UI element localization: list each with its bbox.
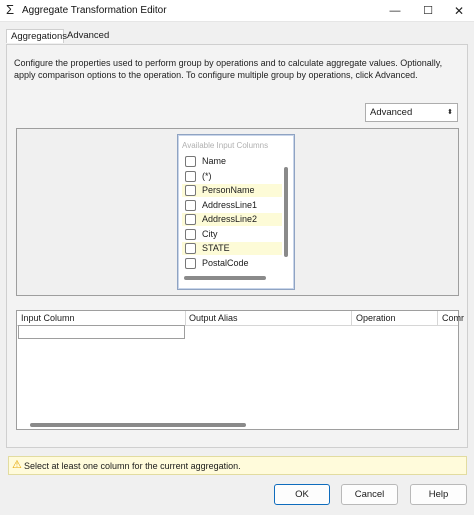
column-label: City [202, 229, 218, 239]
tab-aggregations[interactable]: Aggregations [6, 29, 64, 43]
grid-header-comparison[interactable]: Comr [442, 313, 464, 323]
dropdown-arrow-icon: ⬍ [447, 109, 453, 116]
mode-select-value: Advanced [370, 107, 413, 118]
columns-vertical-scrollbar[interactable] [284, 167, 288, 257]
grid-header-operation[interactable]: Operation [356, 313, 396, 323]
ok-button[interactable]: OK [274, 484, 330, 505]
sigma-icon: Σ [6, 2, 15, 17]
column-item-addressline1[interactable] [182, 199, 282, 212]
message-text: Select at least one column for the current aggregation. [24, 461, 241, 471]
column-checkbox[interactable] [185, 258, 196, 269]
mode-select[interactable] [365, 103, 458, 122]
column-checkbox[interactable] [185, 185, 196, 196]
window-title: Aggregate Transformation Editor [22, 5, 167, 16]
column-item-personname[interactable] [182, 184, 282, 197]
help-button[interactable]: Help [410, 484, 467, 505]
maximize-icon[interactable]: ☐ [423, 5, 433, 17]
grid-horizontal-scrollbar[interactable] [30, 423, 246, 427]
close-icon[interactable]: ✕ [453, 4, 465, 18]
column-checkbox[interactable] [185, 200, 196, 211]
tab-strip [0, 22, 474, 44]
grid-header-output-alias[interactable]: Output Alias [189, 313, 238, 323]
available-columns-header: Available Input Columns [182, 141, 269, 150]
column-item-postalcode[interactable] [182, 257, 282, 270]
column-label: PersonName [202, 185, 255, 195]
tab-advanced[interactable]: Advanced [67, 30, 110, 41]
grid-header-divider [351, 311, 352, 326]
column-label: Name [202, 156, 227, 166]
minimize-icon[interactable]: — [389, 5, 401, 17]
grid-input-column-cell[interactable] [18, 325, 185, 339]
column-item-state[interactable] [182, 242, 282, 255]
column-checkbox[interactable] [185, 156, 196, 167]
cancel-button[interactable]: Cancel [341, 484, 398, 505]
column-checkbox[interactable] [185, 171, 196, 182]
column-label: PostalCode [202, 258, 249, 268]
grid-header-divider [437, 311, 438, 326]
column-item-name[interactable] [182, 155, 282, 168]
grid-header-divider [185, 311, 186, 326]
column-checkbox[interactable] [185, 229, 196, 240]
column-checkbox[interactable] [185, 243, 196, 254]
description-text: Configure the properties used to perform group by operations and to calculate aggregate values. Optionally, apply comparison options to the operation. To configure multiple group by operations, click Advanced. [14, 58, 443, 80]
grid-header-input-column[interactable]: Input Column [21, 313, 75, 323]
column-label: (*) [202, 171, 212, 181]
column-label: AddressLine2 [202, 214, 258, 224]
column-label: AddressLine1 [202, 200, 258, 210]
columns-horizontal-scrollbar[interactable] [184, 276, 266, 280]
column-item-all[interactable] [182, 170, 282, 183]
column-item-city[interactable] [182, 228, 282, 241]
column-checkbox[interactable] [185, 214, 196, 225]
column-item-addressline2[interactable] [182, 213, 282, 226]
warning-icon: ⚠ [12, 459, 22, 471]
column-label: STATE [202, 243, 230, 253]
